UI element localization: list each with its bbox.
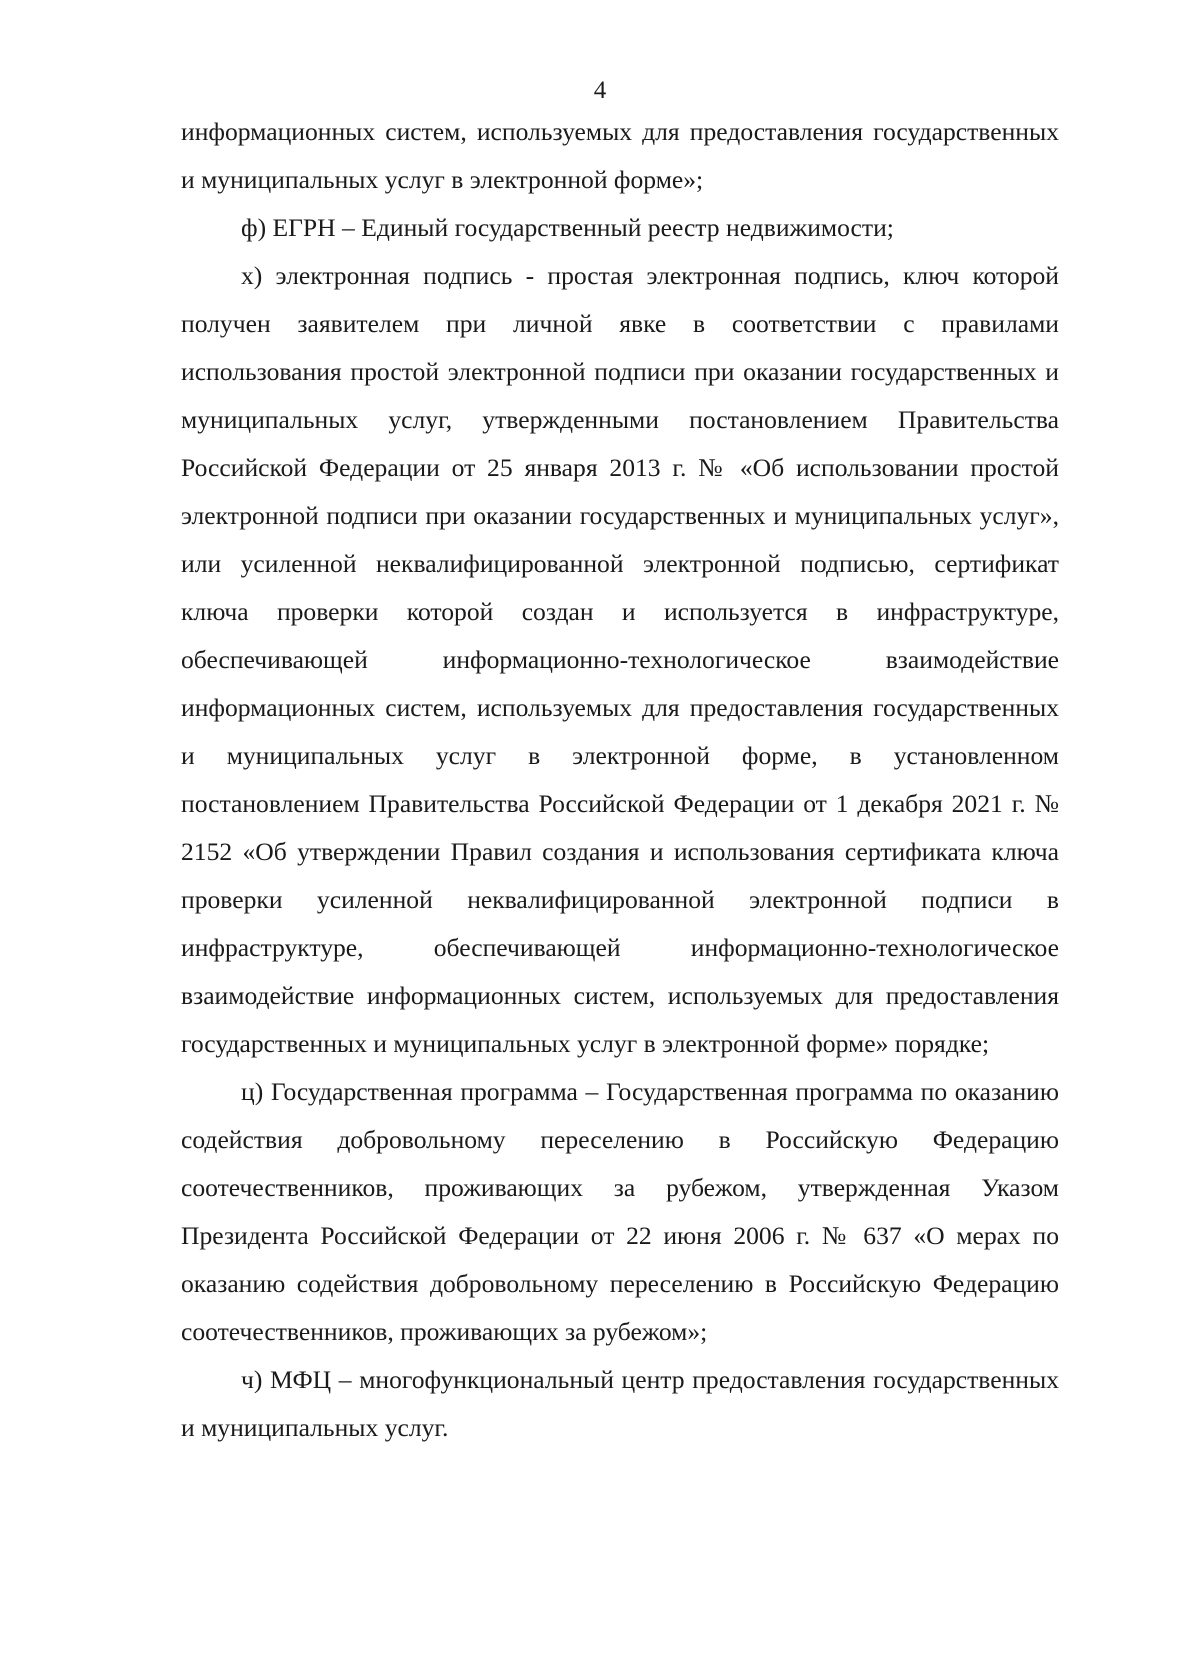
document-body [181, 108, 1059, 1452]
paragraph-mfc-definition: ч) МФЦ – многофункциональный центр предоставления государственных и муниципальных услуг. [181, 1365, 1059, 1442]
paragraph-continuation: информационных систем, используемых для предоставления государственных и муниципальных услуг в электронной форме»; [181, 117, 1059, 194]
paragraph-state-program-definition: ц) Государственная программа – Государственная программа по оказанию содействия добровольному переселению в Российскую Федерацию соотечественников, проживающих за рубежом, утвержденная Указом Президента Российской Федерации от 22 июня 2006 г. № 637 «О мерах по оказанию содействия добровольному переселению в Российскую Федерацию соотечественников, проживающих за рубежом»; [181, 1077, 1059, 1346]
paragraph-electronic-signature-definition: х) электронная подпись - простая электронная подпись, ключ которой получен заявителем при личной явке в соответствии с правилами использования простой электронной подписи при оказании государственных и муниципальных услуг, утвержденными постановлением Правительства Российской Федерации от 25 января 2013 г. № «Об использовании простой электронной подписи при оказании государственных и муниципальных услуг», или усиленной неквалифицированной электронной подписью, сертификат ключа проверки которой создан и используется в инфраструктуре, обеспечивающей информационно-технологическое взаимодействие информационных систем, используемых для предоставления государственных и муниципальных услуг в электронной форме, в установленном постановлением Правительства Российской Федерации от 1 декабря 2021 г. № 2152 «Об утверждении Правил создания и использования сертификата ключа проверки усиленной неквалифицированной электронной подписи в инфраструктуре, обеспечивающей информационно-технологическое взаимодействие информационных систем, используемых для предоставления государственных и муниципальных услуг в электронной форме» порядке; [181, 261, 1059, 1058]
paragraph-egrn-definition: ф) ЕГРН – Единый государственный реестр недвижимости; [241, 213, 894, 242]
page-number: 4 [593, 77, 607, 104]
